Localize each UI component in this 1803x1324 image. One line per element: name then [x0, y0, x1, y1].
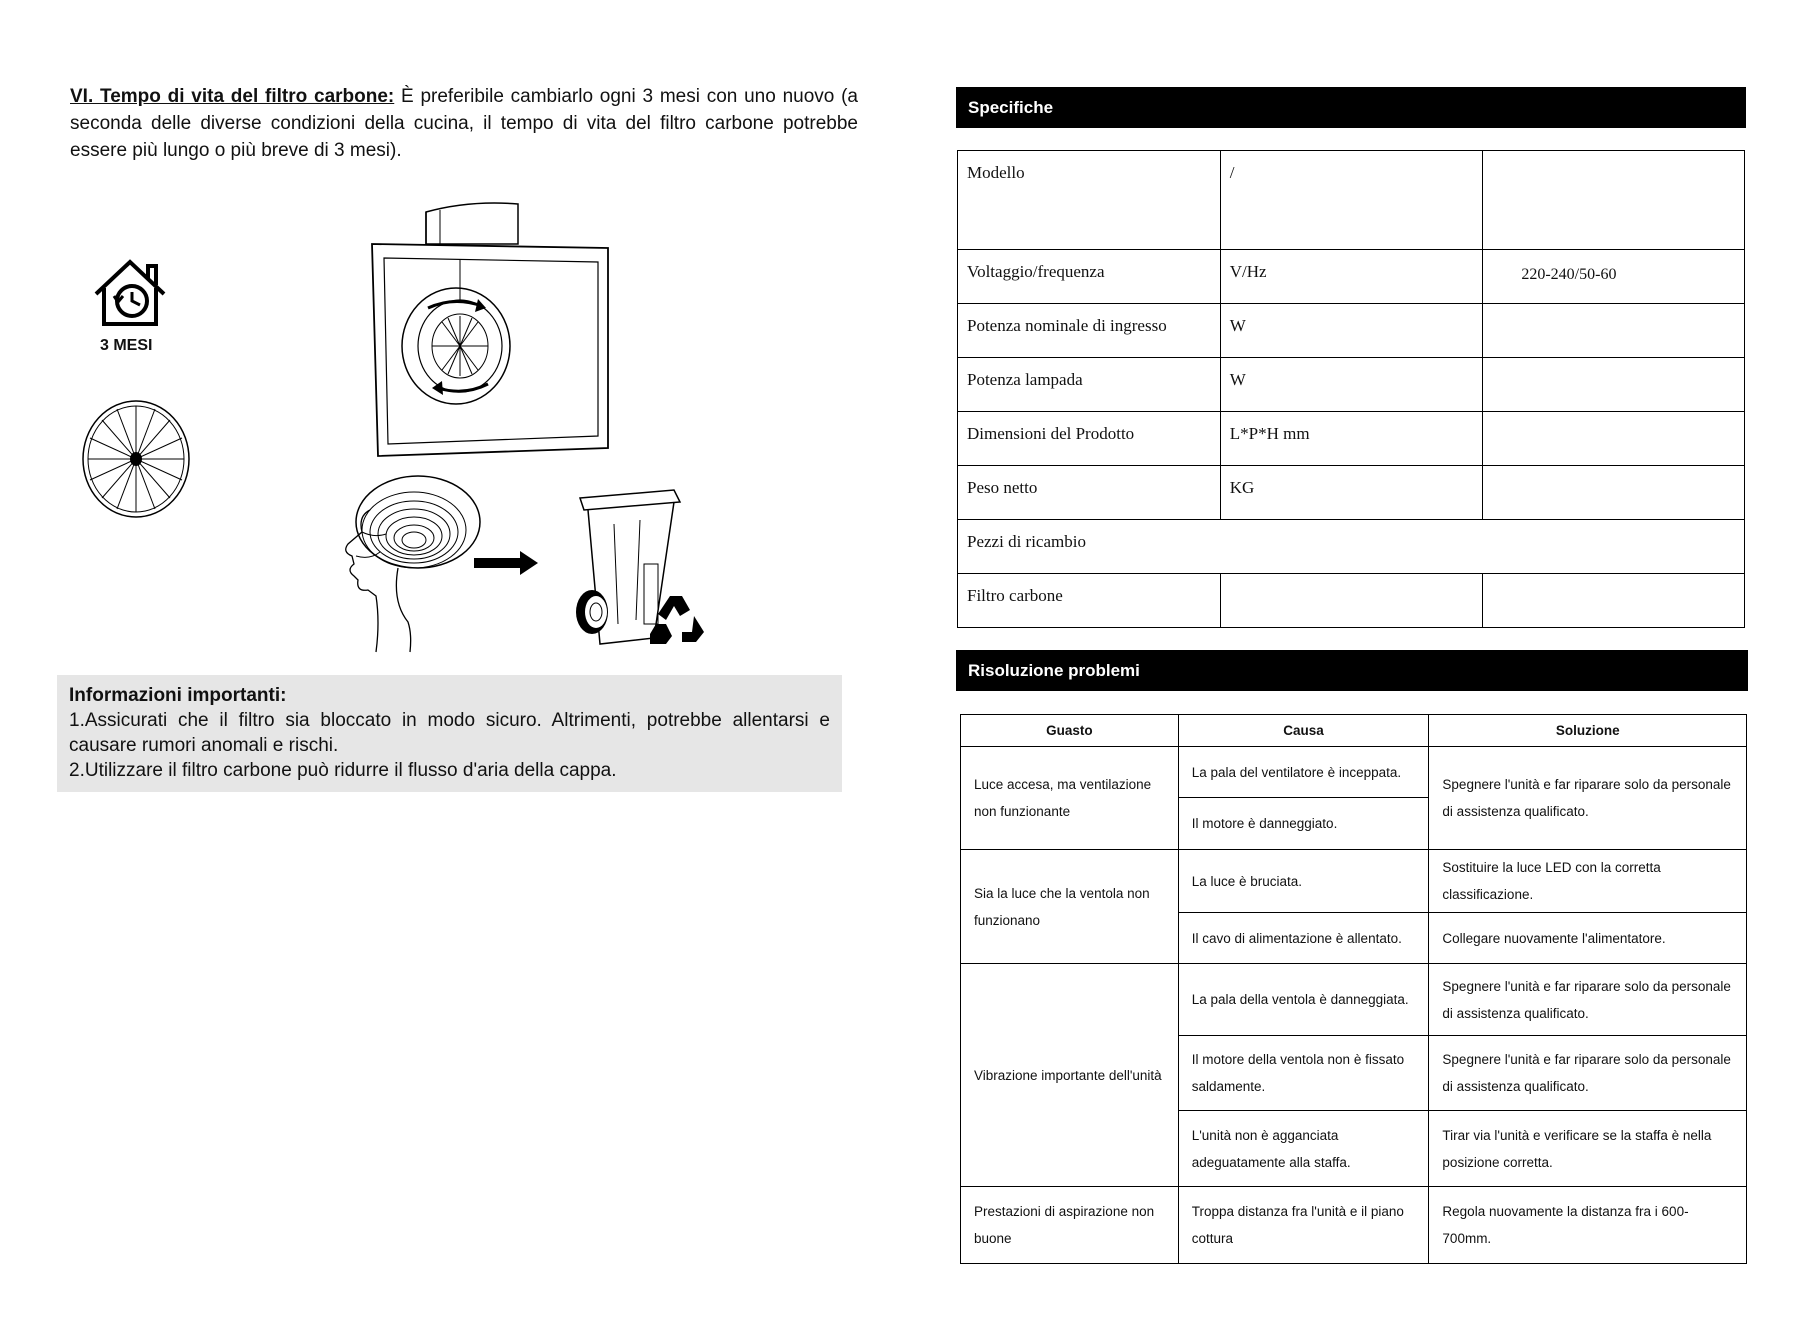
filter-label: Filtro carbone — [958, 574, 1221, 628]
spec-label: Potenza nominale di ingresso — [958, 304, 1221, 358]
spec-label: Voltaggio/frequenza — [958, 250, 1221, 304]
filter-grill-icon — [80, 398, 192, 520]
important-info-box — [57, 675, 842, 792]
filter-cell — [1220, 574, 1483, 628]
spec-value — [1483, 466, 1745, 520]
troubleshooting-table — [960, 714, 1747, 1264]
solution-cell: Spegnere l'unità e far riparare solo da personale di assistenza qualificato. — [1429, 747, 1747, 850]
info-item-1: 1.Assicurati che il filtro sia bloccato in modo sicuro. Altrimenti, potrebbe allentarsi e causare rumori anomali e rischi. — [69, 710, 830, 756]
solution-cell: Tirar via l'unità e verificare se la staffa è nella posizione corretta. — [1429, 1111, 1747, 1187]
spec-unit: KG — [1220, 466, 1483, 520]
fault-cell: Vibrazione importante dell'unità — [961, 964, 1179, 1187]
fault-cell: Sia la luce che la ventola non funzionano — [961, 850, 1179, 964]
solution-cell: Spegnere l'unità e far riparare solo da personale di assistenza qualificato. — [1429, 1036, 1747, 1111]
spec-row — [958, 151, 1745, 250]
cause-cell: L'unità non è agganciata adeguatamente alla staffa. — [1178, 1111, 1429, 1187]
header-solution: Soluzione — [1429, 715, 1747, 747]
spec-unit: W — [1220, 358, 1483, 412]
cause-cell: Il cavo di alimentazione è allentato. — [1178, 913, 1429, 964]
range-hood-illustration — [370, 198, 615, 460]
troubleshooting-section-header: Risoluzione problemi — [956, 650, 1748, 691]
solution-cell: Spegnere l'unità e far riparare solo da personale di assistenza qualificato. — [1429, 964, 1747, 1036]
fault-cell: Prestazioni di aspirazione non buone — [961, 1187, 1179, 1264]
recycle-bin-illustration — [570, 484, 718, 654]
header-cause: Causa — [1178, 715, 1429, 747]
spec-unit: W — [1220, 304, 1483, 358]
table-header-row — [961, 715, 1747, 747]
spec-label: Dimensioni del Prodotto — [958, 412, 1221, 466]
spec-row — [958, 304, 1745, 358]
spec-value — [1483, 304, 1745, 358]
solution-cell: Regola nuovamente la distanza fra i 600-700mm. — [1429, 1187, 1747, 1264]
specs-section-header: Specifiche — [956, 87, 1746, 128]
spec-value — [1483, 151, 1745, 250]
table-row — [961, 964, 1747, 1036]
fault-cell: Luce accesa, ma ventilazione non funzionante — [961, 747, 1179, 850]
spec-row — [958, 358, 1745, 412]
spec-row — [958, 412, 1745, 466]
spare-parts-row — [958, 520, 1745, 574]
spec-label: Potenza lampada — [958, 358, 1221, 412]
cause-cell: La luce è bruciata. — [1178, 850, 1429, 913]
spec-value — [1483, 358, 1745, 412]
table-row — [961, 1187, 1747, 1264]
cause-cell: Troppa distanza fra l'unità e il piano cottura — [1178, 1187, 1429, 1264]
spec-unit: V/Hz — [1220, 250, 1483, 304]
table-row — [961, 747, 1747, 798]
months-label: 3 MESI — [100, 337, 153, 354]
intro-paragraph — [70, 83, 858, 164]
spec-value — [1483, 412, 1745, 466]
info-item-2: 2.Utilizzare il filtro carbone può ridurre il flusso d'aria della cappa. — [69, 760, 617, 781]
solution-cell: Sostituire la luce LED con la corretta classificazione. — [1429, 850, 1747, 913]
solution-cell: Collegare nuovamente l'alimentatore. — [1429, 913, 1747, 964]
intro-body: È preferibile cambiarlo ogni 3 mesi con uno nuovo (a seconda delle diverse condizioni della cucina, il tempo di vita del filtro carbone potrebbe essere più lungo o più breve di 3 mesi). — [70, 86, 858, 161]
hand-removing-filter-illustration — [340, 472, 485, 654]
spec-label: Peso netto — [958, 466, 1221, 520]
cause-cell: Il motore della ventola non è fissato saldamente. — [1178, 1036, 1429, 1111]
spec-row — [958, 466, 1745, 520]
cause-cell: La pala del ventilatore è inceppata. — [1178, 747, 1429, 798]
spec-unit: / — [1220, 151, 1483, 250]
spec-value: 220-240/50-60 — [1483, 250, 1745, 304]
spec-unit: L*P*H mm — [1220, 412, 1483, 466]
info-title: Informazioni importanti: — [69, 685, 287, 706]
intro-lead: VI. Tempo di vita del filtro carbone: — [70, 86, 395, 107]
spec-label: Modello — [958, 151, 1221, 250]
filter-row — [958, 574, 1745, 628]
house-clock-icon — [90, 258, 170, 330]
right-arrow-icon — [474, 551, 538, 575]
cause-cell: Il motore è danneggiato. — [1178, 798, 1429, 850]
specs-table — [957, 150, 1745, 628]
cause-cell: La pala della ventola è danneggiata. — [1178, 964, 1429, 1036]
spec-row — [958, 250, 1745, 304]
spare-parts-label: Pezzi di ricambio — [958, 520, 1745, 574]
table-row — [961, 850, 1747, 913]
header-fault: Guasto — [961, 715, 1179, 747]
filter-cell — [1483, 574, 1745, 628]
